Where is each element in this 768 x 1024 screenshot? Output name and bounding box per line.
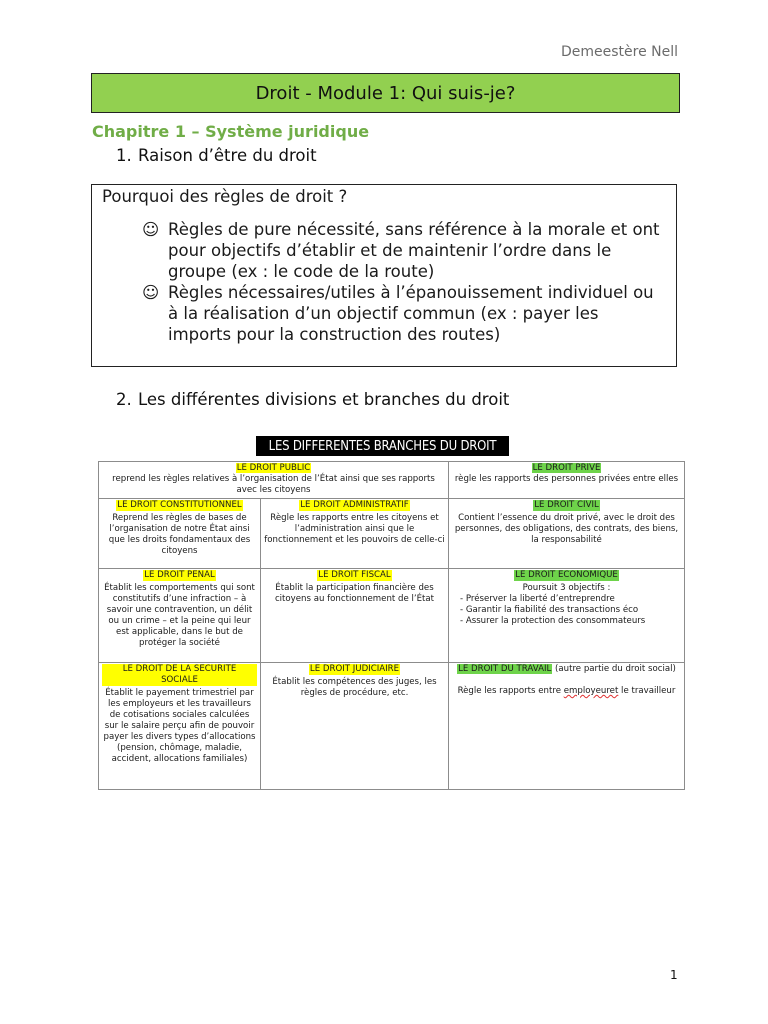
travail-head-note: (autre partie du droit social) [555,664,676,674]
droit-prive-head: LE DROIT PRIVE [532,463,601,473]
branches-table-title: LES DIFFERENTES BRANCHES DU DROIT [256,436,509,456]
cell-droit-fiscal [261,569,449,663]
judiciaire-head: LE DROIT JUDICIAIRE [309,664,400,674]
author-name: Demeestère Nell [560,44,678,60]
chapter-heading: Chapitre 1 – Système juridique [92,122,370,141]
judiciaire-text: Établit les compétences des juges, les règles de procédure, etc. [272,677,437,698]
list-item: - Garantir la fiabilité des transactions éco [460,605,681,616]
economique-objectives [452,594,681,627]
section-1-label: Raison d’être du droit [138,146,317,165]
table-row [99,663,685,790]
table-row [99,462,685,499]
section-1-number: 1. [116,146,132,165]
securite-sociale-head: LE DROIT DE LA SECURITE SOCIALE [102,664,257,686]
penal-text: Établit les comportements qui sont constitutifs d’une infraction – à savoir une contravention, un délit ou un crime – et la peine qui leur est applicable, dans le but de protéger la société [104,583,255,648]
constitutionnel-head: LE DROIT CONSTITUTIONNEL [117,500,242,510]
travail-head: LE DROIT DU TRAVAIL [458,664,552,674]
section-2-number: 2. [116,390,132,409]
table-row [99,499,685,569]
civil-text: Contient l’essence du droit privé, avec le droit des personnes, des obligations, des contrats, des biens, la responsabilité [454,513,679,545]
cell-droit-civil [449,499,685,569]
list-item: - Préserver la liberté d’entreprendre [460,594,681,605]
list-item: - Assurer la protection des consommateurs [460,616,681,627]
droit-public-head: LE DROIT PUBLIC [236,463,311,473]
cell-droit-prive [449,462,685,499]
administratif-text: Règle les rapports entre les citoyens et l’administration ainsi que le fonctionnement et les pouvoirs de celle-ci [264,513,445,545]
fiscal-text: Établit la participation financière des citoyens au fonctionnement de l’État [274,583,435,604]
document-title: Droit - Module 1: Qui suis-je? [91,73,680,113]
cell-droit-penal [99,569,261,663]
securite-sociale-text: Établit le payement trimestriel par les employeurs et les travailleurs de cotisations sociales calculées sur le salaire perçu afin de pouvoir payer les divers types d’allocations (pension, chômage, maladie, accident, allocations familiales) [103,688,256,764]
branches-table [98,461,685,790]
cell-droit-administratif [261,499,449,569]
cell-droit-judiciaire [261,663,449,790]
reasons-question: Pourquoi des règles de droit ? [102,187,348,206]
travail-text-before: Règle les rapports entre [457,686,564,696]
economique-intro: Poursuit 3 objectifs : [522,583,611,593]
cell-droit-constitutionnel [99,499,261,569]
civil-head: LE DROIT CIVIL [534,500,599,510]
droit-public-text: reprend les règles relatives à l’organisation de l’État ainsi que ses rapports avec les citoyens [112,474,435,495]
administratif-head: LE DROIT ADMINISTRATIF [300,500,409,510]
reasons-box [91,184,677,367]
droit-prive-text: règle les rapports des personnes privées entre elles [454,474,679,484]
section-1-heading [116,146,317,165]
reason-item [142,219,666,282]
reason-item [142,282,666,345]
economique-head: LE DROIT ECONOMIQUE [515,570,618,580]
section-2-heading [116,390,509,409]
cell-droit-securite-sociale [99,663,261,790]
penal-head: LE DROIT PENAL [144,570,215,580]
constitutionnel-text: Reprend les règles de bases de l’organisation de notre État ainsi que les droits fondamentaux des citoyens [108,513,251,556]
page-number: 1 [670,968,678,982]
smiley-icon: ☺ [142,220,160,239]
travail-text-after: le travailleur [618,686,676,696]
section-2-label: Les différentes divisions et branches du droit [138,390,510,409]
table-row [99,569,685,663]
smiley-icon: ☺ [142,283,160,302]
fiscal-head: LE DROIT FISCAL [318,570,391,580]
cell-droit-economique [449,569,685,663]
reason-text: Règles nécessaires/utiles à l’épanouissement individuel ou à la réalisation d’un objectif commun (ex : payer les imports pour la construction des routes) [168,283,654,344]
reason-text: Règles de pure nécessité, sans référence à la morale et ont pour objectifs d’établir et de maintenir l’ordre dans le groupe (ex : le code de la route) [168,220,660,281]
cell-droit-public [99,462,449,499]
reasons-list [102,219,666,345]
travail-text-misspelled: employeuret [563,686,619,696]
cell-droit-travail [449,663,685,790]
